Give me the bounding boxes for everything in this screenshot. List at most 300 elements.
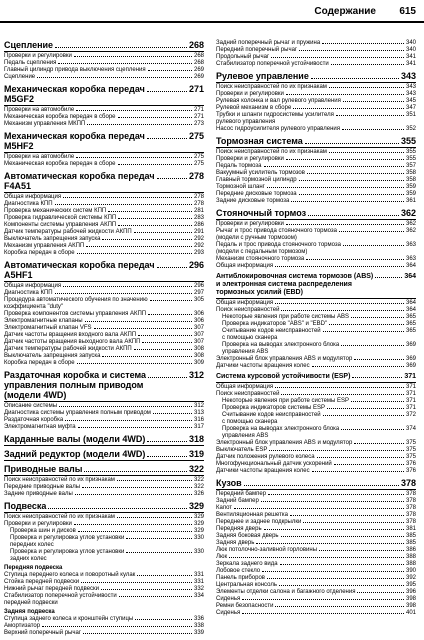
toc-entry xyxy=(4,67,204,74)
entry-title: Проверка шин и дисков xyxy=(10,528,76,534)
dot-leader xyxy=(74,56,192,57)
entry-title: Передние приводные валы xyxy=(4,484,81,490)
entry-page: 283 xyxy=(193,215,204,221)
entry-title: Педаль и трос привода стояночного тормоза (модели с педальным тормозом) xyxy=(216,242,341,255)
entry-page: 341 xyxy=(405,54,416,60)
toc-section xyxy=(216,373,416,475)
dot-leader xyxy=(286,94,404,95)
toc-entry xyxy=(216,307,416,314)
toc-entry xyxy=(4,60,204,67)
toc-entry xyxy=(4,283,204,290)
toc-section xyxy=(4,131,204,168)
toc-entry xyxy=(4,491,204,498)
entry-page: 364 xyxy=(405,307,416,313)
dot-leader xyxy=(82,487,192,488)
dot-leader xyxy=(147,441,187,442)
dot-leader xyxy=(306,259,404,260)
entry-title: Панель приборов xyxy=(216,575,265,581)
dot-leader xyxy=(351,317,404,318)
dot-leader xyxy=(323,331,404,332)
dot-leader xyxy=(118,225,192,226)
dot-leader xyxy=(148,70,192,71)
toc-left-column xyxy=(4,40,204,640)
entry-title: Механическая коробка передач в сборе xyxy=(4,161,116,167)
entry-page: 308 xyxy=(193,346,204,352)
toc-entry xyxy=(216,91,416,98)
entry-page: 297 xyxy=(193,290,204,296)
toc-entry xyxy=(216,554,416,561)
entry-page: 293 xyxy=(193,250,204,256)
entry-title: Стойка передней подвески xyxy=(4,579,80,585)
dot-leader xyxy=(77,363,192,364)
dot-leader xyxy=(108,211,192,212)
dot-leader xyxy=(354,359,404,360)
toc-entry xyxy=(4,161,204,168)
section-page: 362 xyxy=(400,208,416,218)
entry-page: 359 xyxy=(405,184,416,190)
entry-page: 395 xyxy=(405,582,416,588)
toc-section xyxy=(216,71,416,133)
section-heading xyxy=(4,449,204,461)
toc-entry xyxy=(216,61,416,68)
dot-leader xyxy=(55,204,192,205)
entry-page: 365 xyxy=(405,321,416,327)
toc-entry xyxy=(4,417,204,424)
dot-leader xyxy=(329,152,404,153)
section-heading xyxy=(4,84,204,106)
toc-entry xyxy=(216,328,416,342)
entry-title: Электронный блок управления ABS и модулятор xyxy=(216,440,353,446)
entry-page: 305 xyxy=(193,297,204,303)
toc-entry xyxy=(216,126,416,133)
entry-page: 388 xyxy=(405,561,416,567)
dot-leader xyxy=(63,286,192,287)
toc-entry xyxy=(216,582,416,589)
entry-page: 398 xyxy=(405,603,416,609)
entry-page: 343 xyxy=(405,84,416,90)
toc-entry xyxy=(4,593,204,607)
entry-page: 388 xyxy=(405,554,416,560)
section-heading xyxy=(216,71,416,83)
dot-leader xyxy=(281,310,404,311)
toc-entry xyxy=(216,519,416,526)
dot-leader xyxy=(343,245,404,246)
entry-page: 286 xyxy=(193,222,204,228)
toc-section xyxy=(216,208,416,270)
toc-entry xyxy=(216,498,416,505)
entry-title: Электромагнитные клапаны xyxy=(4,318,83,324)
entry-page: 374 xyxy=(405,426,416,432)
toc-entry xyxy=(216,156,416,163)
dot-leader xyxy=(262,571,404,572)
entry-title: Механизм управления МКПП xyxy=(4,121,86,127)
dot-leader xyxy=(65,420,192,421)
entry-page: 329 xyxy=(193,528,204,534)
entry-title: Проверки и регулировки xyxy=(216,91,284,97)
toc-section xyxy=(216,136,416,205)
entry-title: Считывание кодов неисправностей с помощью сканера xyxy=(222,412,321,425)
toc-section xyxy=(216,40,416,68)
entry-title: Задние приводные валы xyxy=(4,491,73,497)
toc-entry xyxy=(4,353,204,360)
entry-page: 358 xyxy=(405,170,416,176)
entry-page: 371 xyxy=(405,391,416,397)
toc-section xyxy=(4,171,204,257)
dot-leader xyxy=(81,582,192,583)
toc-entry xyxy=(216,342,416,356)
dot-leader xyxy=(86,246,192,247)
entry-title: Люк xyxy=(216,554,228,560)
entry-page: 316 xyxy=(193,417,204,423)
dot-leader xyxy=(286,159,404,160)
entry-page: 278 xyxy=(193,201,204,207)
entry-page: 371 xyxy=(405,405,416,411)
entry-page: 338 xyxy=(193,623,204,629)
entry-page: 271 xyxy=(193,107,204,113)
entry-title: Проверка и регулировка углов установки передних колес xyxy=(10,535,125,548)
dot-leader xyxy=(354,443,404,444)
section-page: 268 xyxy=(188,40,204,50)
toc-entry xyxy=(4,311,204,318)
toc-right-column xyxy=(216,40,416,620)
entry-title: Проверка механических систем КПП xyxy=(4,208,107,214)
toc-entry xyxy=(4,514,204,521)
entry-page: 307 xyxy=(193,339,204,345)
section-heading xyxy=(216,373,416,383)
entry-page: 378 xyxy=(405,505,416,511)
entry-page: 308 xyxy=(193,353,204,359)
toc-entry xyxy=(216,177,416,184)
section-title: Карданные валы (модели 4WD) xyxy=(4,434,146,444)
dot-leader xyxy=(308,215,399,216)
toc-entry xyxy=(4,623,204,630)
dot-leader xyxy=(75,494,192,495)
dot-leader xyxy=(119,596,192,597)
entry-page: 392 xyxy=(405,575,416,581)
dot-leader xyxy=(327,408,404,409)
page-number: 615 xyxy=(399,6,416,17)
entry-title: Поиск неисправностей xyxy=(216,391,280,397)
dot-leader xyxy=(126,552,192,553)
dot-leader xyxy=(317,457,404,458)
toc-entry xyxy=(216,603,416,610)
toc-entry xyxy=(216,170,416,177)
dot-leader xyxy=(153,413,192,414)
entry-page: 307 xyxy=(193,325,204,331)
section-page: 271 xyxy=(188,84,204,94)
toc-entry xyxy=(216,163,416,170)
dot-leader xyxy=(118,117,192,118)
entry-title: Общая информация xyxy=(216,384,274,390)
entry-page: 268 xyxy=(193,53,204,59)
entry-page: 345 xyxy=(405,98,416,104)
page-title: Содержание xyxy=(314,6,376,17)
dot-leader xyxy=(126,538,192,539)
section-page: 329 xyxy=(188,501,204,511)
entry-title: Верхний поперечный рычаг xyxy=(4,630,82,636)
dot-leader xyxy=(134,232,192,233)
dot-leader xyxy=(336,115,404,116)
entry-page: 332 xyxy=(193,586,204,592)
entry-page: 322 xyxy=(193,477,204,483)
dot-leader xyxy=(94,328,192,329)
entry-title: Вакуумный усилитель тормозов xyxy=(216,170,305,176)
dot-leader xyxy=(63,197,192,198)
dot-leader xyxy=(148,314,192,315)
toc-section xyxy=(4,501,204,637)
toc-entry xyxy=(216,198,416,205)
entry-page: 339 xyxy=(193,630,204,636)
entry-title: Датчики частоты вращения колес xyxy=(216,468,310,474)
entry-title: Некоторые явления при работе системы ESP xyxy=(222,398,350,404)
toc-entry xyxy=(4,53,204,60)
entry-title: Выключатель запрещения запуска xyxy=(4,353,101,359)
entry-title: Коробка передач в сборе xyxy=(4,360,75,366)
dot-leader xyxy=(55,47,187,48)
toc-entry xyxy=(216,314,416,321)
dot-leader xyxy=(150,300,192,301)
toc-entry xyxy=(216,263,416,270)
section-title: Приводные валы xyxy=(4,464,83,474)
toc-entry xyxy=(4,586,204,593)
section-page: 318 xyxy=(188,434,204,444)
section-title: Кузов xyxy=(216,478,242,488)
section-heading xyxy=(216,273,416,299)
entry-page: 296 xyxy=(193,283,204,289)
section-title: Подвеска xyxy=(4,501,47,511)
entry-title: Проверки и регулировки xyxy=(216,221,284,227)
dot-leader xyxy=(339,231,404,232)
toc-entry xyxy=(216,405,416,412)
dot-leader xyxy=(267,578,404,579)
entry-title: Общая информация xyxy=(216,300,274,306)
dot-leader xyxy=(102,356,192,357)
dot-leader xyxy=(268,494,404,495)
toc-entry xyxy=(4,572,204,579)
toc-entry xyxy=(216,356,416,363)
entry-page: 336 xyxy=(193,616,204,622)
dot-leader xyxy=(311,78,399,79)
section-title: Механическая коробка передач M5HF2 xyxy=(4,131,145,151)
dot-leader xyxy=(329,87,404,88)
entry-title: Стабилизатор поперечной устойчивости передней подвески xyxy=(4,593,117,606)
entry-title: Задний бампер xyxy=(216,498,259,504)
entry-title: Педаль сцепления xyxy=(4,60,57,66)
toc-entry xyxy=(216,468,416,475)
entry-page: 275 xyxy=(193,161,204,167)
toc-entry xyxy=(4,318,204,325)
dot-leader xyxy=(135,619,192,620)
toc-section xyxy=(4,260,204,367)
entry-page: 376 xyxy=(405,468,416,474)
entry-title: Насос гидроусилителя рулевого управления xyxy=(216,126,340,132)
entry-title: Механическая коробка передач в сборе xyxy=(4,114,116,120)
toc-entry xyxy=(216,526,416,533)
toc-entry xyxy=(216,40,416,47)
entry-title: Некоторые явления при работе системы ABS xyxy=(222,314,350,320)
entry-page: 364 xyxy=(405,300,416,306)
entry-page: 312 xyxy=(193,403,204,409)
dot-leader xyxy=(234,508,404,509)
section-title: Задний редуктор (модели 4WD) xyxy=(4,449,146,459)
entry-title: Задняя боковая дверь xyxy=(216,533,279,539)
entry-title: Проверка и регулировка углов установки задних колес xyxy=(10,549,125,562)
dot-leader xyxy=(48,508,187,509)
toc-entry xyxy=(216,391,416,398)
toc-entry xyxy=(216,47,416,54)
dot-leader xyxy=(280,564,404,565)
toc-entry xyxy=(4,521,204,528)
entry-page: 371 xyxy=(405,398,416,404)
dot-leader xyxy=(77,253,192,254)
toc-entry xyxy=(4,215,204,222)
toc-entry xyxy=(216,454,416,461)
entry-page: 375 xyxy=(405,447,416,453)
entry-title: Диагностика КПП xyxy=(4,201,53,207)
entry-page: 341 xyxy=(405,61,416,67)
toc-entry xyxy=(216,112,416,126)
section-title: Автоматическая коробка передач F4A51 xyxy=(4,171,155,191)
toc-section xyxy=(216,478,416,617)
entry-title: Процедура автоматического обучения по значению коэффициента "duty" xyxy=(4,297,148,310)
dot-leader xyxy=(264,529,404,530)
entry-page: 365 xyxy=(405,328,416,334)
dot-leader xyxy=(256,543,404,544)
toc-entry xyxy=(4,630,204,637)
dot-leader xyxy=(271,57,404,58)
entry-title: Механизм управления АКПП xyxy=(4,243,85,249)
toc-entry xyxy=(216,568,416,575)
toc-entry xyxy=(4,222,204,229)
toc-entry xyxy=(4,229,204,236)
entry-page: 378 xyxy=(405,512,416,518)
entry-title: Рулевая колонка и вал рулевого управления xyxy=(216,98,341,104)
entry-page: 365 xyxy=(405,314,416,320)
entry-page: 390 xyxy=(405,568,416,574)
dot-leader xyxy=(37,77,192,78)
entry-title: Передний бампер xyxy=(216,491,267,497)
entry-title: Проверки и регулировки xyxy=(4,521,72,527)
entry-page: 330 xyxy=(193,549,204,555)
entry-page: 362 xyxy=(405,228,416,234)
entry-title: Продольный рычаг xyxy=(216,54,270,60)
entry-page: 376 xyxy=(405,461,416,467)
dot-leader xyxy=(87,124,192,125)
entry-page: 352 xyxy=(405,126,416,132)
entry-page: 292 xyxy=(193,243,204,249)
section-page: 312 xyxy=(188,370,204,380)
entry-title: Проверки на автомобиле xyxy=(4,154,75,160)
entry-title: Датчики частоты вращения колес xyxy=(216,363,310,369)
entry-title: Проверки и регулировки xyxy=(4,53,72,59)
entry-page: 329 xyxy=(193,521,204,527)
dot-leader xyxy=(281,394,404,395)
dot-leader xyxy=(312,366,404,367)
dot-leader xyxy=(84,471,187,472)
toc-entry xyxy=(216,191,416,198)
entry-title: Многофункциональный датчик ускорений xyxy=(216,461,332,467)
toc-entry xyxy=(216,491,416,498)
dot-leader xyxy=(279,585,404,586)
entry-page: 313 xyxy=(193,410,204,416)
section-heading xyxy=(4,464,204,476)
entry-title: Коробка передач в сборе xyxy=(4,250,75,256)
toc-entry xyxy=(216,363,416,370)
entry-page: 317 xyxy=(193,424,204,430)
entry-title: Выключатель запрещения запуска xyxy=(4,236,101,242)
entry-title: Капот xyxy=(216,505,233,511)
entry-title: Рулевой механизм в сборе xyxy=(216,105,292,111)
toc-section xyxy=(4,449,204,461)
dot-leader xyxy=(42,626,192,627)
entry-page: 372 xyxy=(405,412,416,418)
dot-leader xyxy=(322,43,404,44)
entry-title: Диагностика КПП xyxy=(4,290,53,296)
dot-leader xyxy=(242,613,404,614)
toc-entry xyxy=(216,54,416,61)
toc-entry xyxy=(4,201,204,208)
toc-entry xyxy=(4,74,204,81)
entry-title: Лобовое стекло xyxy=(216,568,261,574)
entry-title: Вентиляционная решетка xyxy=(216,512,288,518)
entry-page: 378 xyxy=(405,498,416,504)
dot-leader xyxy=(78,531,192,532)
dot-leader xyxy=(117,480,192,481)
entry-title: Амортизатор xyxy=(4,623,41,629)
dot-leader xyxy=(275,606,404,607)
toc-entry xyxy=(4,250,204,257)
section-heading xyxy=(216,208,416,220)
dot-leader xyxy=(352,377,402,378)
dot-leader xyxy=(142,342,192,343)
entry-title: Поиск неисправностей по их признакам xyxy=(216,84,327,90)
entry-title: Общая информация xyxy=(4,194,62,200)
entry-title: Датчик частоты вращения входного вала АКПП xyxy=(4,332,137,338)
toc-entry xyxy=(4,477,204,484)
entry-title: Главный тормозной цилиндр xyxy=(216,177,297,183)
entry-title: Задний поперечный рычаг и пружина xyxy=(216,40,321,46)
dot-leader xyxy=(299,194,404,195)
toc-entry xyxy=(216,184,416,191)
entry-page: 291 xyxy=(193,229,204,235)
dot-leader xyxy=(147,456,187,457)
dot-leader xyxy=(275,266,404,267)
entry-page: 355 xyxy=(405,156,416,162)
dot-leader xyxy=(264,166,404,167)
dot-leader xyxy=(281,536,404,537)
dot-leader xyxy=(305,143,399,144)
toc-entry xyxy=(216,398,416,405)
entry-page: 369 xyxy=(405,342,416,348)
entry-title: Датчик температуры рабочей жидкости АКПП xyxy=(4,346,132,352)
entry-title: Проверка индикаторов "ABS" и "EBD" xyxy=(222,321,328,327)
entry-title: Общая информация xyxy=(216,263,274,269)
entry-title: Элементы отделки салона и багажного отделения xyxy=(216,589,356,595)
dot-leader xyxy=(85,321,192,322)
entry-page: 275 xyxy=(193,154,204,160)
entry-page: 273 xyxy=(193,121,204,127)
dot-leader xyxy=(357,592,404,593)
dot-leader xyxy=(76,110,192,111)
entry-page: 381 xyxy=(405,526,416,532)
toc-entry xyxy=(216,533,416,540)
toc-entry xyxy=(4,535,204,549)
entry-title: Раздаточная коробка xyxy=(4,417,64,423)
dot-leader xyxy=(138,335,192,336)
toc-entry xyxy=(216,575,416,582)
toc-entry xyxy=(216,321,416,328)
toc-entry xyxy=(4,121,204,128)
